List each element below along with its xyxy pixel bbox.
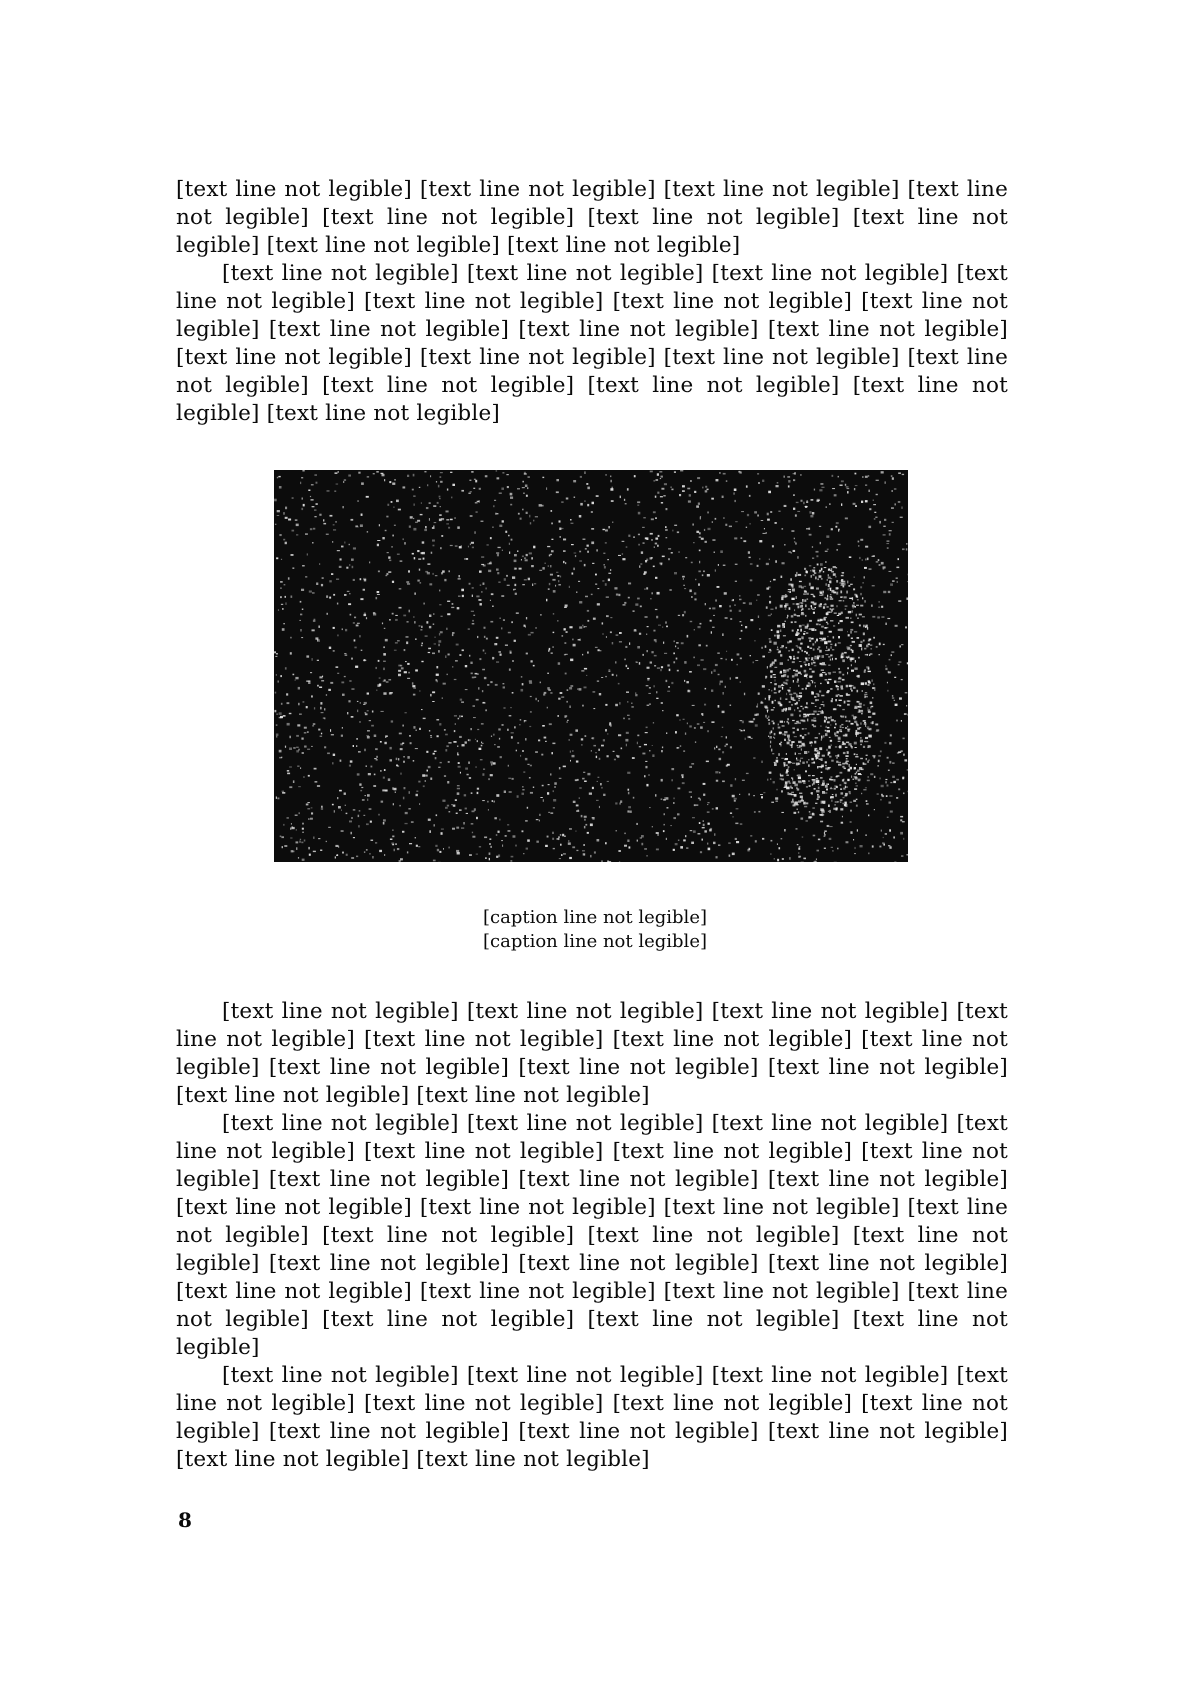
paragraph: [text line not legible] [text line not legible] [text line not legible] [text line not legible] [text line not legible] [text line not legible] [text line not legible] [text line not legible] [text line not legible] [text line not legible] [text line not legible] [text line not legible]	[176, 1363, 1008, 1472]
page-number: 8	[178, 1508, 192, 1532]
figure-photograph	[274, 470, 908, 862]
caption-line-1: [caption line not legible]	[482, 907, 707, 928]
figure-caption	[270, 906, 920, 954]
text-block-bottom	[176, 998, 1008, 1474]
caption-line-2: [caption line not legible]	[482, 931, 707, 952]
text-block-top	[176, 176, 1008, 428]
paragraph: [text line not legible] [text line not legible] [text line not legible] [text line not legible] [text line not legible] [text line not legible] [text line not legible] [text line not legible] [text line not legible] [text line not legible] [text line not legible] [text line not legible] [text line not legible] [text line not legible] [text line not legible] [text line not legible] [text line not legible] [text line not legible]	[176, 261, 1008, 426]
photograph-image	[274, 470, 908, 862]
paragraph: [text line not legible] [text line not legible] [text line not legible] [text line not legible] [text line not legible] [text line not legible] [text line not legible] [text line not legible] [text line not legible] [text line not legible] [text line not legible] [text line not legible] [text line not legible] [text line not legible] [text line not legible] [text line not legible] [text line not legible] [text line not legible] [text line not legible] [text line not legible] [text line not legible] [text line not legible] [text line not legible] [text line not legible] [text line not legible] [text line not legible] [text line not legible]	[176, 1111, 1008, 1360]
paragraph: [text line not legible] [text line not legible] [text line not legible] [text line not legible] [text line not legible] [text line not legible] [text line not legible] [text line not legible] [text line not legible]	[176, 177, 1008, 258]
paragraph: [text line not legible] [text line not legible] [text line not legible] [text line not legible] [text line not legible] [text line not legible] [text line not legible] [text line not legible] [text line not legible] [text line not legible] [text line not legible] [text line not legible]	[176, 999, 1008, 1108]
